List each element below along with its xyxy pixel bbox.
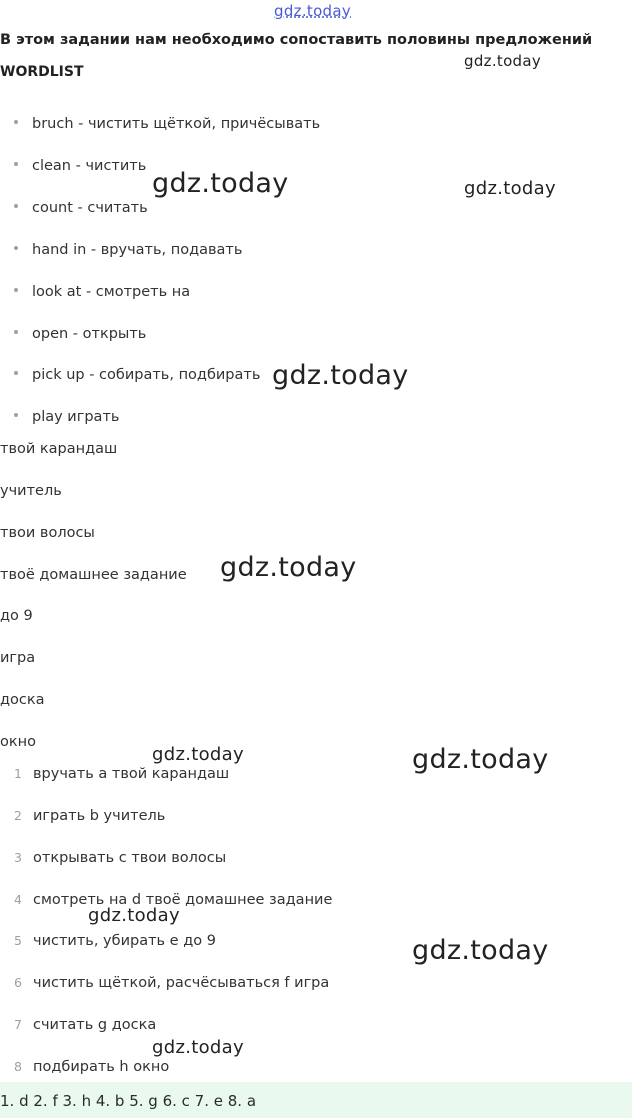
phrase-item: окно — [0, 734, 36, 750]
answer-text: 1. d 2. f 3. h 4. b 5. g 6. c 7. e 8. a — [0, 1092, 257, 1110]
wordlist-item-text: bruch - чистить щёткой, причёсывать — [32, 116, 321, 132]
match-number: 2 — [14, 808, 22, 823]
bullet-icon — [14, 288, 18, 292]
wordlist-item-text: count - считать — [32, 200, 148, 216]
phrase-item: твои волосы — [0, 525, 95, 541]
watermark: gdz.today — [464, 52, 542, 70]
match-item — [14, 975, 329, 991]
bullet-icon — [14, 162, 18, 166]
match-text: смотреть на d твоё домашнее задание — [33, 892, 333, 908]
wordlist-item — [14, 200, 148, 216]
phrase-item: до 9 — [0, 608, 33, 624]
bullet-icon — [14, 246, 18, 250]
wordlist-title: WORDLIST — [0, 64, 84, 80]
match-item — [14, 1017, 156, 1033]
phrase-item: твоё домашнее задание — [0, 567, 187, 583]
bullet-icon — [14, 204, 18, 208]
watermark: gdz.today — [152, 744, 244, 765]
match-text: подбирать h окно — [33, 1059, 170, 1075]
watermark: gdz.today — [412, 935, 549, 966]
wordlist-item — [14, 326, 146, 342]
answer-bar — [0, 1082, 632, 1118]
wordlist-item — [14, 158, 146, 174]
bullet-icon — [14, 120, 18, 124]
wordlist-item-text: clean - чистить — [32, 158, 147, 174]
watermark: gdz.today — [412, 744, 549, 775]
phrase-item: игра — [0, 650, 36, 666]
wordlist-item-text: look at - смотреть на — [32, 284, 191, 300]
wordlist-item — [14, 242, 242, 258]
match-item — [14, 933, 216, 949]
phrase-item: твой карандаш — [0, 441, 118, 457]
match-item — [14, 850, 226, 866]
match-item — [14, 808, 165, 824]
bullet-icon — [14, 330, 18, 334]
match-item — [14, 1059, 169, 1075]
watermark: gdz.today — [272, 360, 409, 391]
match-text: считать g доска — [33, 1017, 157, 1033]
match-text: открывать c твои волосы — [33, 850, 227, 866]
wordlist-item-text: play играть — [32, 409, 120, 425]
match-text: играть b учитель — [33, 808, 166, 824]
match-number: 3 — [14, 850, 22, 865]
watermark: gdz.today — [220, 552, 357, 583]
watermark: gdz.today — [152, 168, 289, 199]
wordlist-item — [14, 284, 190, 300]
watermark: gdz.today — [152, 1037, 244, 1058]
match-number: 1 — [14, 766, 22, 781]
phrase-item: доска — [0, 692, 45, 708]
match-number: 7 — [14, 1017, 22, 1032]
task-heading: В этом задании нам необходимо сопоставить половины предложений — [0, 32, 593, 48]
top-watermark-link[interactable]: gdz.today — [274, 2, 352, 20]
wordlist-item-text: hand in - вручать, подавать — [32, 242, 243, 258]
match-text: вручать a твой карандаш — [33, 766, 230, 782]
bullet-icon — [14, 413, 18, 417]
wordlist-item-text: open - открыть — [32, 326, 147, 342]
watermark: gdz.today — [88, 905, 180, 926]
watermark: gdz.today — [464, 178, 556, 199]
wordlist-item — [14, 116, 320, 132]
match-number: 5 — [14, 933, 22, 948]
bullet-icon — [14, 371, 18, 375]
match-number: 8 — [14, 1059, 22, 1074]
wordlist-item — [14, 367, 260, 383]
wordlist-item-text: pick up - собирать, подбирать — [32, 367, 261, 383]
match-item — [14, 766, 229, 782]
match-number: 4 — [14, 892, 22, 907]
match-text: чистить щёткой, расчёсываться f игра — [33, 975, 330, 991]
phrase-item: учитель — [0, 483, 62, 499]
wordlist-item — [14, 409, 119, 425]
match-number: 6 — [14, 975, 22, 990]
match-text: чистить, убирать e до 9 — [33, 933, 216, 949]
